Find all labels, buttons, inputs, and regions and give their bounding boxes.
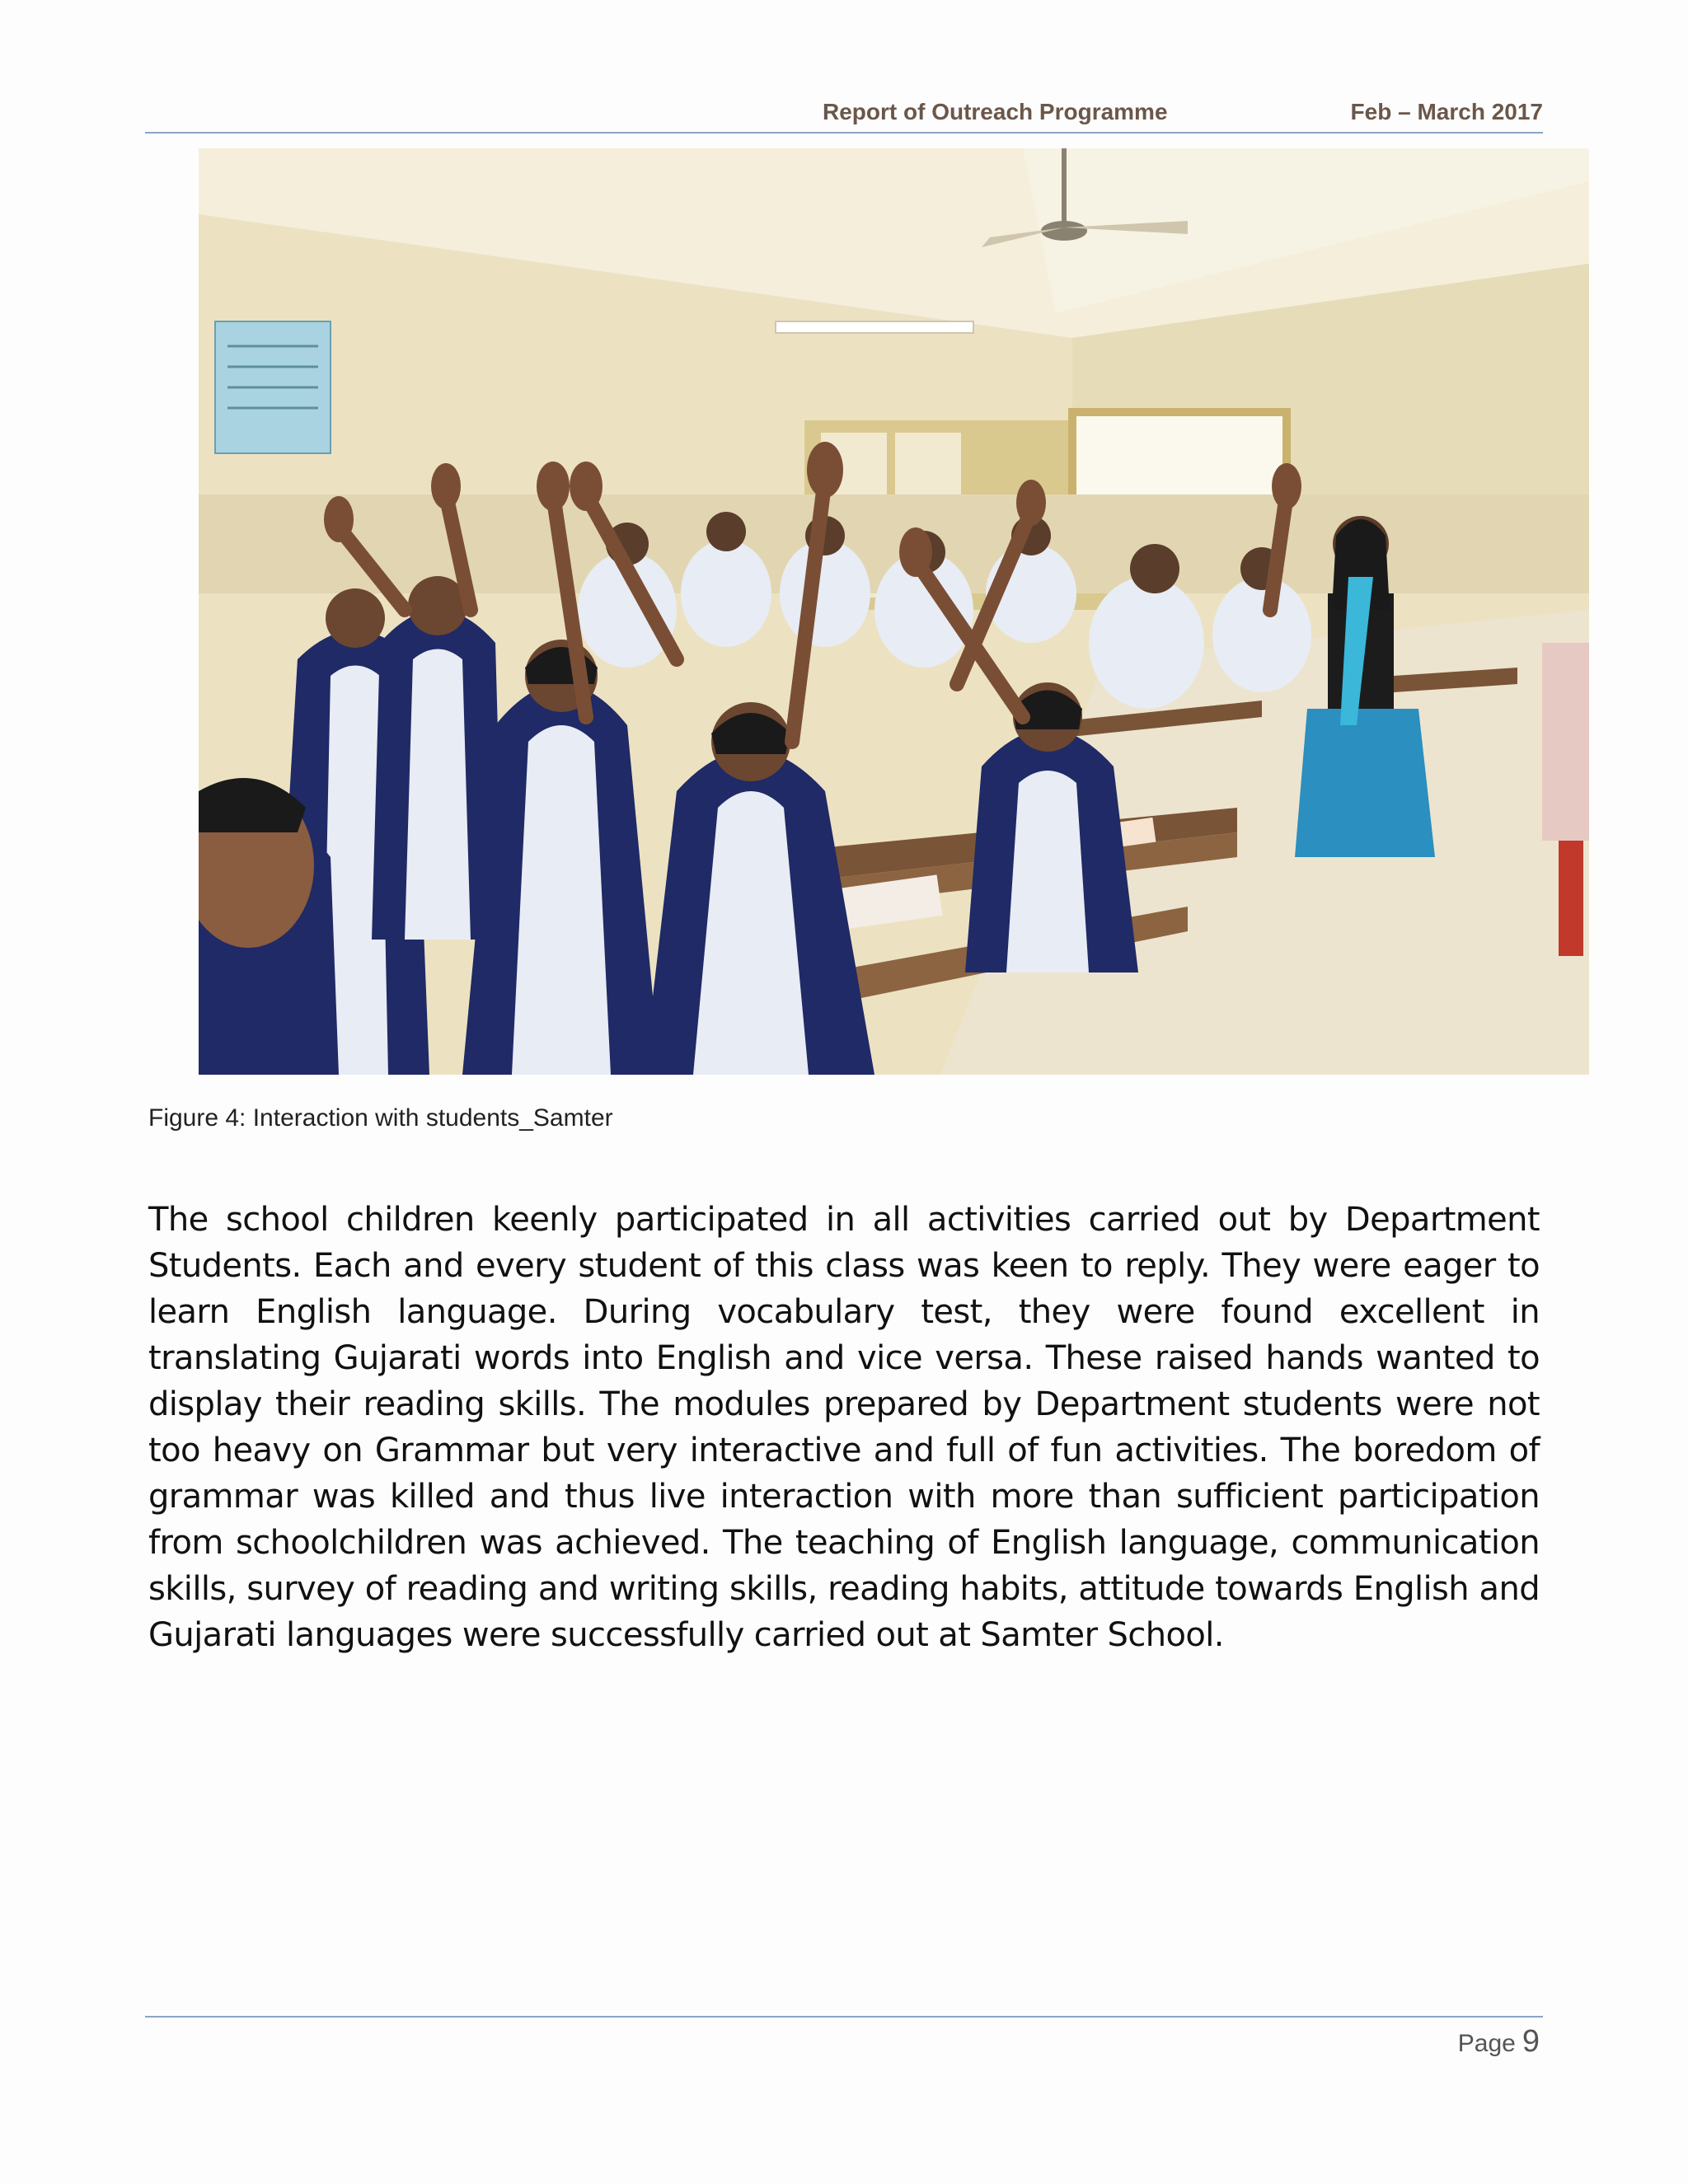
classroom-photo bbox=[199, 148, 1589, 1075]
figure-caption: Figure 4: Interaction with students_Samter bbox=[148, 1104, 613, 1132]
body-paragraph: The school children keenly participated in all activities carried out by Department Students. Each and every student of this class was keen to reply. They were eager to learn English language. During vocabulary test, they were found excellent in translating Gujarati words into English and vice versa. These raised hands wanted to display their reading skills. The modules prepared by Department students were not too heavy on Grammar but very interactive and full of fun activities. The boredom of grammar was killed and thus live interaction with more than sufficient participation from schoolchildren was achieved. The teaching of English language, communication skills, survey of reading and writing skills, reading habits, attitude towards English and Gujarati languages were successfully carried out at Samter School. bbox=[148, 1201, 1540, 1654]
footer-divider bbox=[145, 2016, 1543, 2018]
report-date: Feb – March 2017 bbox=[1350, 99, 1543, 124]
page-label: Page bbox=[1457, 2030, 1516, 2057]
header-divider bbox=[145, 132, 1543, 134]
page-header bbox=[145, 97, 1543, 134]
report-title: Report of Outreach Programme bbox=[823, 99, 1168, 124]
page-number-value: 9 bbox=[1522, 2024, 1540, 2059]
page-number bbox=[1458, 2024, 1540, 2060]
